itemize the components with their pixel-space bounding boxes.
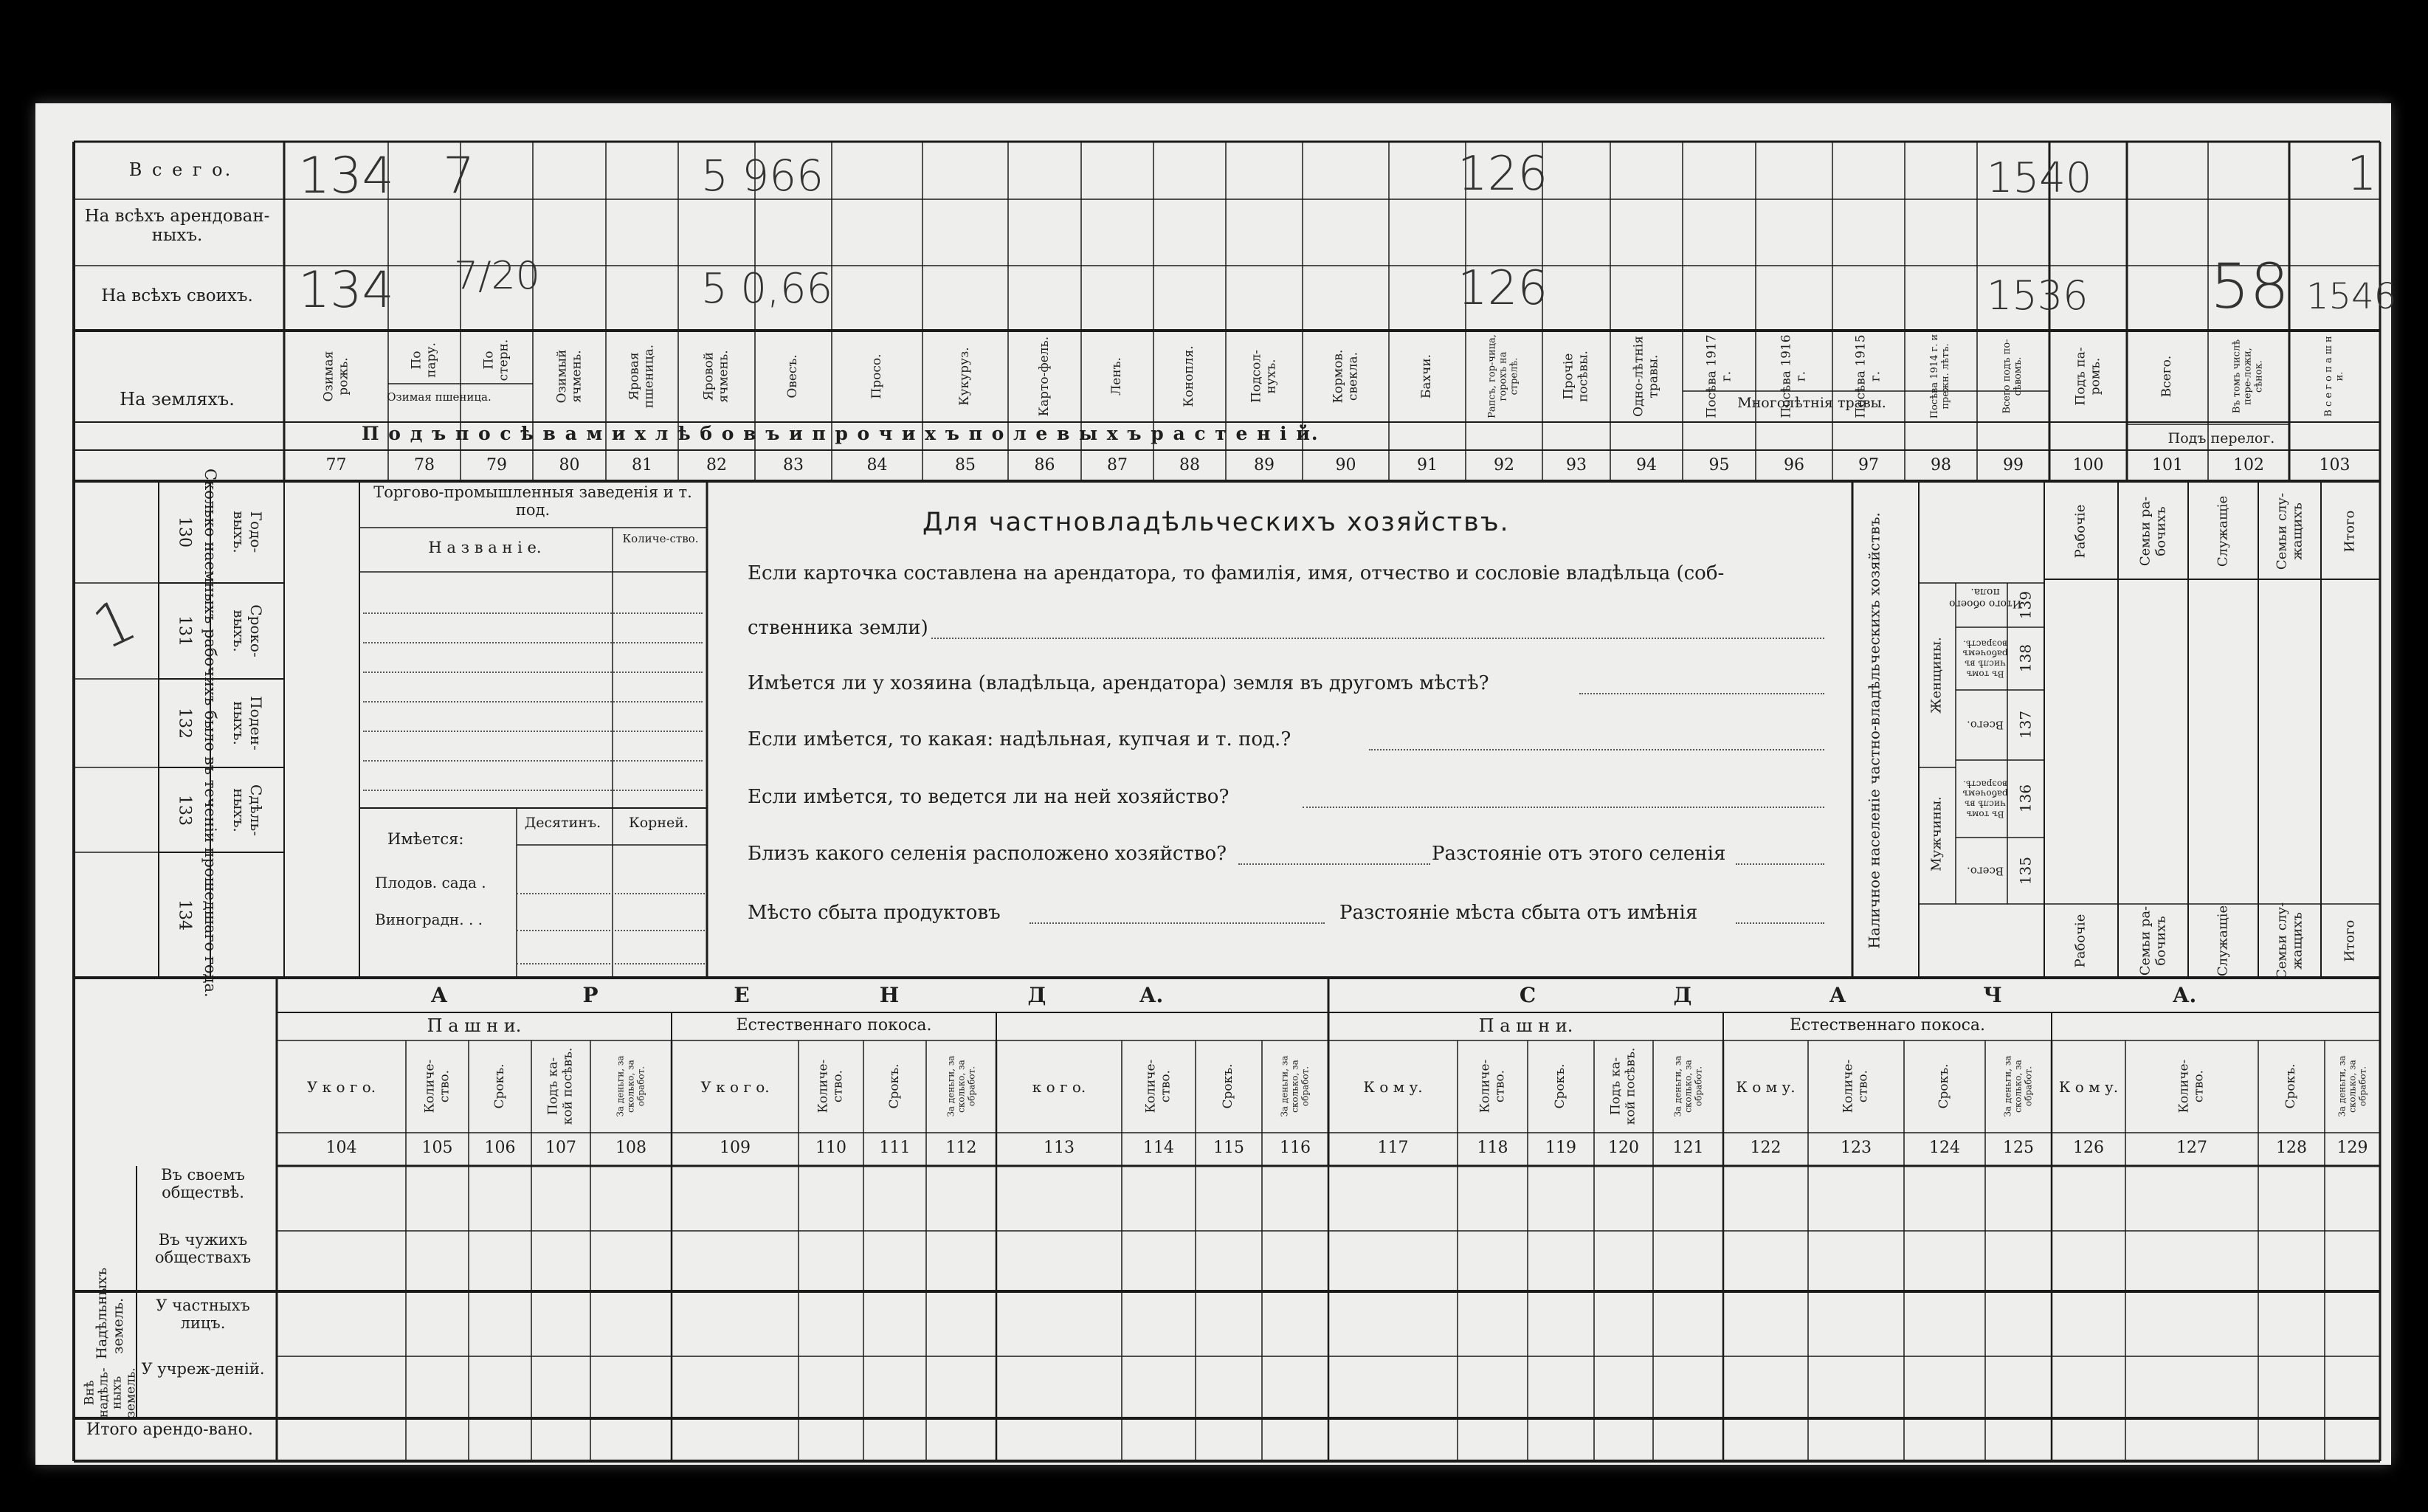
arenda-row-chuzhikh: Въ чужихъ обществахъ	[154, 1231, 252, 1267]
handwritten-vsego-83: 5 966	[701, 151, 824, 201]
handwritten-vsego-92: 126	[1458, 147, 1548, 201]
crop-header-98: Посѣва 1914 г. и прежн. лѣтъ.	[1929, 334, 1951, 419]
crop-header-79: По стерн.	[481, 339, 511, 382]
orchard-plodov-label: Плодов. сада .	[375, 874, 486, 891]
hired-row-num-133: 133	[175, 794, 194, 826]
crop-header-96: Посѣва 1916 г.	[1779, 334, 1808, 418]
handwritten-svoikh-83: 5 0,66	[701, 265, 833, 313]
arenda-num-126: 126	[2073, 1139, 2104, 1157]
crop-number-80: 80	[559, 456, 580, 474]
trade-entry-line[interactable]	[363, 790, 703, 791]
arenda-num-122: 122	[1750, 1139, 1782, 1157]
arenda-num-115: 115	[1213, 1139, 1244, 1157]
crop-header-92: Рапсъ, гор-чица, горохъ на стрелѣ.	[1486, 334, 1520, 418]
trade-name-head: Н а з в а н i е.	[428, 539, 542, 556]
crop-header-101: Всего.	[2159, 355, 2175, 398]
population-num-138: 138	[2016, 643, 2035, 673]
arenda-head-127: Количе-ство.	[2176, 1059, 2206, 1114]
arenda-num-116: 116	[1280, 1139, 1311, 1157]
arenda-head-129: За деньги, за сколько, за обработ.	[2336, 1055, 2367, 1117]
arenda-num-128: 128	[2276, 1139, 2307, 1157]
population-head-top-1: Семьи ра-бочихъ	[2136, 496, 2168, 567]
arenda-num-129: 129	[2336, 1139, 2368, 1157]
row-label-na-zemlyakh: На земляхъ.	[120, 389, 235, 410]
crop-number-79: 79	[486, 456, 507, 474]
crop-header-80: Озимый ячмень.	[553, 349, 584, 404]
crop-header-95: Посѣва 1917 г.	[1703, 334, 1734, 418]
arenda-head-104: У к о г о.	[306, 1078, 376, 1096]
arenda-num-112: 112	[945, 1139, 977, 1157]
arenda-head-110: Количе-ство.	[815, 1059, 845, 1114]
arenda-num-121: 121	[1672, 1139, 1704, 1157]
hired-row-num-132: 132	[175, 708, 194, 739]
crop-header-81: Яровая пшеница.	[627, 344, 656, 409]
hired-row-label-131: Сроко-выхъ.	[230, 604, 265, 657]
arenda-title-letter-3: Н	[879, 983, 900, 1007]
crop-number-92: 92	[1494, 456, 1514, 474]
crop-header-90: Кормов. свекла.	[1330, 349, 1360, 404]
crop-header-85: Кукуруз.	[957, 347, 973, 406]
crop-number-86: 86	[1034, 456, 1055, 474]
handwritten-vsego-103: 1	[2347, 147, 2377, 201]
crop-header-93: Прочiе посѣвы.	[1561, 351, 1590, 402]
arenda-num-124: 124	[1929, 1139, 1960, 1157]
trade-title: Торгово-промышленныя заведенiя и т. под.	[373, 483, 692, 519]
arenda-head-111: Срокъ.	[886, 1063, 902, 1109]
handwritten-svoikh-99: 1536	[1987, 272, 2089, 319]
crop-header-86: Карто-фель.	[1036, 336, 1052, 417]
mnogoletnie-travy-label: Многолѣтнiя травы.	[1737, 395, 1886, 411]
crop-header-88: Конопля.	[1182, 345, 1197, 407]
handwritten-vsego-99: 1540	[1987, 154, 2092, 202]
population-men-total-label: Всего.	[1967, 864, 2004, 878]
sdacha-pashni-label: П а ш н и.	[1478, 1015, 1573, 1036]
crop-header-91: Бахчи.	[1419, 353, 1435, 399]
handwritten-hired-mark: 1	[83, 584, 146, 663]
crop-number-101: 101	[2152, 456, 2183, 474]
crop-number-82: 82	[706, 456, 727, 474]
hired-row-num-134: 134	[175, 900, 194, 931]
arenda-num-120: 120	[1608, 1139, 1639, 1157]
crop-number-97: 97	[1858, 456, 1879, 474]
handwritten-svoikh-77: 134	[298, 261, 394, 320]
arenda-row-itogo: Итого арендо-вано.	[86, 1420, 253, 1439]
sdacha-pokosa-label: Естественнаго покоса.	[1789, 1016, 1985, 1035]
population-women-working-label: Въ томъ числѣ въ рабочемъ возрастѣ.	[1962, 638, 2008, 680]
private-q4-fill-line[interactable]	[1303, 807, 1824, 808]
crop-number-96: 96	[1784, 456, 1804, 474]
population-men-label: Мужчины.	[1928, 796, 1945, 871]
population-head-bottom-2: Служащiе	[2215, 905, 2231, 977]
row-label-svoikh: На всѣхъ своихъ.	[101, 286, 253, 305]
arenda-head-121: За деньги, за сколько, за обработ.	[1672, 1055, 1703, 1117]
private-q1-fill-line[interactable]	[931, 638, 1824, 639]
private-q2: Имѣется ли у хозяина (владѣльца, арендатора) земля въ другомъ мѣстѣ?	[748, 672, 1489, 694]
population-head-top-2: Служащiе	[2215, 495, 2231, 567]
arenda-head-116: За деньги, за сколько, за обработ.	[1279, 1055, 1310, 1117]
crop-number-95: 95	[1708, 456, 1730, 474]
population-num-136: 136	[2016, 784, 2035, 813]
private-q1a: Если карточка составлена на арендатора, то фамилiя, имя, отчество и сословiе владѣльца (соб-	[748, 562, 1725, 584]
arenda-head-120: Подъ ка-кой посѣвъ.	[1608, 1047, 1638, 1125]
private-q5a-fill-line[interactable]	[1238, 863, 1430, 865]
population-head-bottom-3: Семьи слу-жащихъ	[2273, 902, 2305, 980]
arenda-title-letter-2: Е	[734, 983, 750, 1007]
arenda-num-104: 104	[325, 1139, 357, 1157]
trade-entry-line[interactable]	[363, 731, 703, 732]
arenda-head-112: За деньги, за сколько, за обработ.	[945, 1055, 976, 1117]
private-q6b-fill-line[interactable]	[1736, 922, 1824, 924]
arenda-head-128: Срокъ.	[2283, 1063, 2299, 1109]
arenda-title-letter-5: А.	[1139, 983, 1164, 1007]
crop-header-100: Подъ па-ромъ.	[2072, 347, 2103, 406]
private-holdings-title: Для частновладѣльческихъ хозяйствъ.	[922, 508, 1510, 537]
handwritten-vsego-77: 134	[298, 147, 394, 205]
arenda-title-letter-0: А	[430, 983, 448, 1007]
crop-header-94: Одно-лѣтнiя травы.	[1631, 336, 1660, 417]
trade-entry-line[interactable]	[363, 612, 703, 614]
arenda-row-uchrezhdeniy: У учреж-денiй.	[141, 1360, 265, 1378]
population-women-total-label: Всего.	[1967, 718, 2004, 732]
nadelnykh-label: Надѣльныхъ земель.	[94, 1267, 126, 1359]
private-q6b: Разстоянiе мѣста сбыта отъ имѣнiя	[1339, 902, 1698, 924]
sdacha-title-letter-3: Ч	[1983, 983, 2002, 1007]
population-itogo-label: Итого обоего пола.	[1949, 586, 2021, 610]
orchard-desyatin-head: Десятинъ.	[524, 815, 601, 831]
arenda-num-107: 107	[545, 1139, 576, 1157]
crop-header-78: По пару.	[409, 342, 438, 378]
arenda-num-123: 123	[1841, 1139, 1872, 1157]
population-men-working-label: Въ томъ числѣ въ рабочемъ возрастѣ.	[1962, 779, 2008, 820]
pod-posevami-banner: П о д ъ п о с ѣ в а м и х л ѣ б о в ъ и п р о ч и х ъ п о л е в ы х ъ р а с т е н i й.	[362, 423, 1320, 444]
crop-number-94: 94	[1636, 456, 1657, 474]
crop-number-103: 103	[2319, 456, 2351, 474]
arenda-num-114: 114	[1143, 1139, 1174, 1157]
sdacha-title-letter-2: А	[1829, 983, 1846, 1007]
handwritten-svoikh-92: 126	[1458, 261, 1548, 316]
handwritten-svoikh-78: 7/20	[454, 254, 540, 298]
crop-number-88: 88	[1179, 456, 1200, 474]
crop-header-83: Овесъ.	[785, 354, 801, 398]
arenda-num-118: 118	[1477, 1139, 1508, 1157]
row-label-vsego: В с е г о.	[128, 159, 233, 180]
hired-row-label-132: Поден-ныхъ.	[230, 696, 265, 750]
arenda-head-122: К о м у.	[1736, 1078, 1796, 1096]
crop-number-83: 83	[783, 456, 804, 474]
private-q3-fill-line[interactable]	[1369, 749, 1824, 750]
population-women-label: Женщины.	[1928, 637, 1945, 714]
orchard-entry-line[interactable]	[517, 930, 705, 931]
crop-number-84: 84	[866, 456, 888, 474]
arenda-head-118: Количе-ство.	[1477, 1059, 1507, 1114]
arenda-pashni-label: П а ш н и.	[427, 1015, 522, 1036]
private-q5a: Близъ какого селенiя расположено хозяйство?	[748, 843, 1227, 865]
trade-entry-line[interactable]	[363, 760, 703, 762]
private-q3: Если имѣется, то какая: надѣльная, купчая и т. под.?	[748, 728, 1291, 750]
arenda-head-114: Количе-ство.	[1143, 1059, 1173, 1114]
orchard-vinograd-label: Виноградн. . .	[375, 911, 483, 928]
orchard-entry-line[interactable]	[517, 893, 705, 894]
crop-number-102: 102	[2233, 456, 2264, 474]
hired-workers-vertical-title: Сколько наемныхъ рабочихъ было въ теченiи прошедшаго года.	[201, 469, 220, 998]
handwritten-svoikh-103: 1546	[2306, 276, 2397, 317]
arenda-head-105: Количе-ство.	[421, 1059, 452, 1114]
arenda-head-119: Срокъ.	[1553, 1063, 1568, 1109]
population-vertical-title: Наличное населенiе частно-владѣльческихъ хозяйствъ.	[1865, 512, 1883, 949]
arenda-num-117: 117	[1377, 1139, 1409, 1157]
hired-row-num-130: 130	[175, 517, 194, 548]
arenda-head-115: Срокъ.	[1221, 1063, 1236, 1109]
population-num-137: 137	[2016, 710, 2035, 739]
crop-number-90: 90	[1335, 456, 1356, 474]
arenda-num-119: 119	[1545, 1139, 1576, 1157]
population-num-135: 135	[2016, 856, 2035, 886]
sdacha-title-letter-0: С	[1519, 983, 1537, 1007]
private-q6a: Мѣсто сбыта продуктовъ	[748, 902, 1001, 924]
arenda-row-chastnykh: У частныхъ лицъ.	[156, 1297, 250, 1333]
sdacha-title-letter-4: А.	[2172, 983, 2197, 1007]
crop-number-100: 100	[2072, 456, 2104, 474]
arenda-num-113: 113	[1044, 1139, 1075, 1157]
arenda-head-107: Подъ ка-кой посѣвъ.	[545, 1047, 575, 1125]
pod-perelog-label: Подъ перелог.	[2167, 430, 2275, 446]
crop-header-84: Просо.	[869, 353, 884, 399]
arenda-num-110: 110	[815, 1139, 846, 1157]
orchard-entry-line[interactable]	[517, 963, 705, 964]
arenda-head-113: к о г о.	[1032, 1078, 1086, 1096]
arenda-head-117: К о м у.	[1363, 1078, 1423, 1096]
arenda-head-124: Срокъ.	[1936, 1063, 1952, 1109]
arenda-pokosa-label: Естественнаго покоса.	[736, 1016, 932, 1035]
orchard-korney-head: Корней.	[629, 815, 689, 831]
crop-header-99: Всего подъ по-сѣвомъ.	[2001, 339, 2024, 414]
handwritten-svoikh-101: 58	[2210, 250, 2289, 322]
arenda-head-123: Количе-ство.	[1841, 1059, 1870, 1114]
private-q6a-fill-line[interactable]	[1030, 922, 1325, 924]
arenda-num-108: 108	[615, 1139, 646, 1157]
orchard-imeetsya: Имѣется:	[387, 830, 464, 848]
arenda-title-letter-1: Р	[582, 983, 599, 1007]
arenda-head-106: Срокъ.	[492, 1063, 507, 1109]
crop-header-82: Яровой ячмень.	[701, 350, 731, 403]
crop-number-78: 78	[414, 456, 435, 474]
arenda-head-108: За деньги, за сколько, за обработ.	[615, 1055, 646, 1117]
sdacha-title-letter-1: Д	[1673, 983, 1692, 1007]
private-q5b: Разстоянiе отъ этого селенiя	[1432, 843, 1726, 865]
crop-number-98: 98	[1931, 456, 1951, 474]
private-q2-fill-line[interactable]	[1579, 693, 1824, 694]
arenda-num-111: 111	[879, 1139, 911, 1157]
arenda-num-106: 106	[484, 1139, 516, 1157]
population-num-139: 139	[2016, 590, 2035, 620]
private-q5b-fill-line[interactable]	[1736, 863, 1824, 865]
arenda-num-105: 105	[421, 1139, 453, 1157]
hired-row-label-130: Годо-выхъ.	[230, 511, 265, 553]
arenda-row-svoem: Въ своемъ обществѣ.	[161, 1166, 245, 1202]
ozimaya-pshenitsa-label: Озимая пшеница.	[387, 390, 492, 404]
trade-entry-line[interactable]	[363, 672, 703, 673]
crop-number-81: 81	[632, 456, 652, 474]
crop-number-77: 77	[325, 456, 347, 474]
crop-header-102: Въ томъ числѣ пере-ложи, сѣнок.	[2231, 339, 2265, 414]
population-head-top-4: Итого	[2342, 510, 2358, 553]
crop-number-91: 91	[1417, 456, 1438, 474]
crop-number-85: 85	[955, 456, 976, 474]
vne-nadelnykh-label: Внѣ надѣль-ныхъ земель.	[82, 1367, 139, 1418]
trade-entry-line[interactable]	[363, 642, 703, 643]
hired-row-num-131: 131	[175, 615, 194, 646]
crop-number-93: 93	[1566, 456, 1587, 474]
trade-entry-line[interactable]	[363, 701, 703, 703]
crop-number-99: 99	[2003, 456, 2024, 474]
arenda-num-125: 125	[2003, 1139, 2034, 1157]
crop-header-103: В с е г о п а ш н и.	[2322, 336, 2345, 417]
arenda-title-letter-4: Д	[1027, 983, 1046, 1007]
crop-number-89: 89	[1254, 456, 1275, 474]
crop-header-87: Ленъ.	[1109, 357, 1125, 396]
crop-header-77: Озимая рожь.	[320, 351, 351, 402]
row-label-arendovannykh: На всѣхъ арендован-ныхъ.	[84, 207, 270, 246]
population-head-top-3: Семьи слу-жащихъ	[2273, 492, 2305, 570]
crop-header-97: Посѣва 1915 г.	[1853, 334, 1883, 418]
population-head-bottom-1: Семьи ра-бочихъ	[2136, 905, 2168, 976]
arenda-num-127: 127	[2176, 1139, 2207, 1157]
private-q4: Если имѣется, то ведется ли на ней хозяйство?	[748, 786, 1229, 808]
arenda-head-126: К о м у.	[2058, 1078, 2119, 1096]
population-head-bottom-4: Итого	[2342, 919, 2358, 962]
crop-number-87: 87	[1107, 456, 1128, 474]
population-head-bottom-0: Рабочiе	[2072, 914, 2089, 968]
arenda-num-109: 109	[720, 1139, 751, 1157]
handwritten-vsego-78: 7	[443, 147, 475, 205]
crop-header-89: Подсол-нухъ.	[1249, 350, 1278, 403]
hired-row-label-133: Сдѣль-ныхъ.	[230, 784, 265, 836]
population-head-top-0: Рабочiе	[2072, 504, 2089, 559]
arenda-head-109: У к о г о.	[700, 1078, 770, 1096]
private-q1b: ственника земли)	[748, 617, 928, 639]
arenda-head-125: За деньги, за сколько, за обработ.	[2002, 1055, 2033, 1117]
trade-qty-head: Количе-ство.	[622, 532, 699, 545]
